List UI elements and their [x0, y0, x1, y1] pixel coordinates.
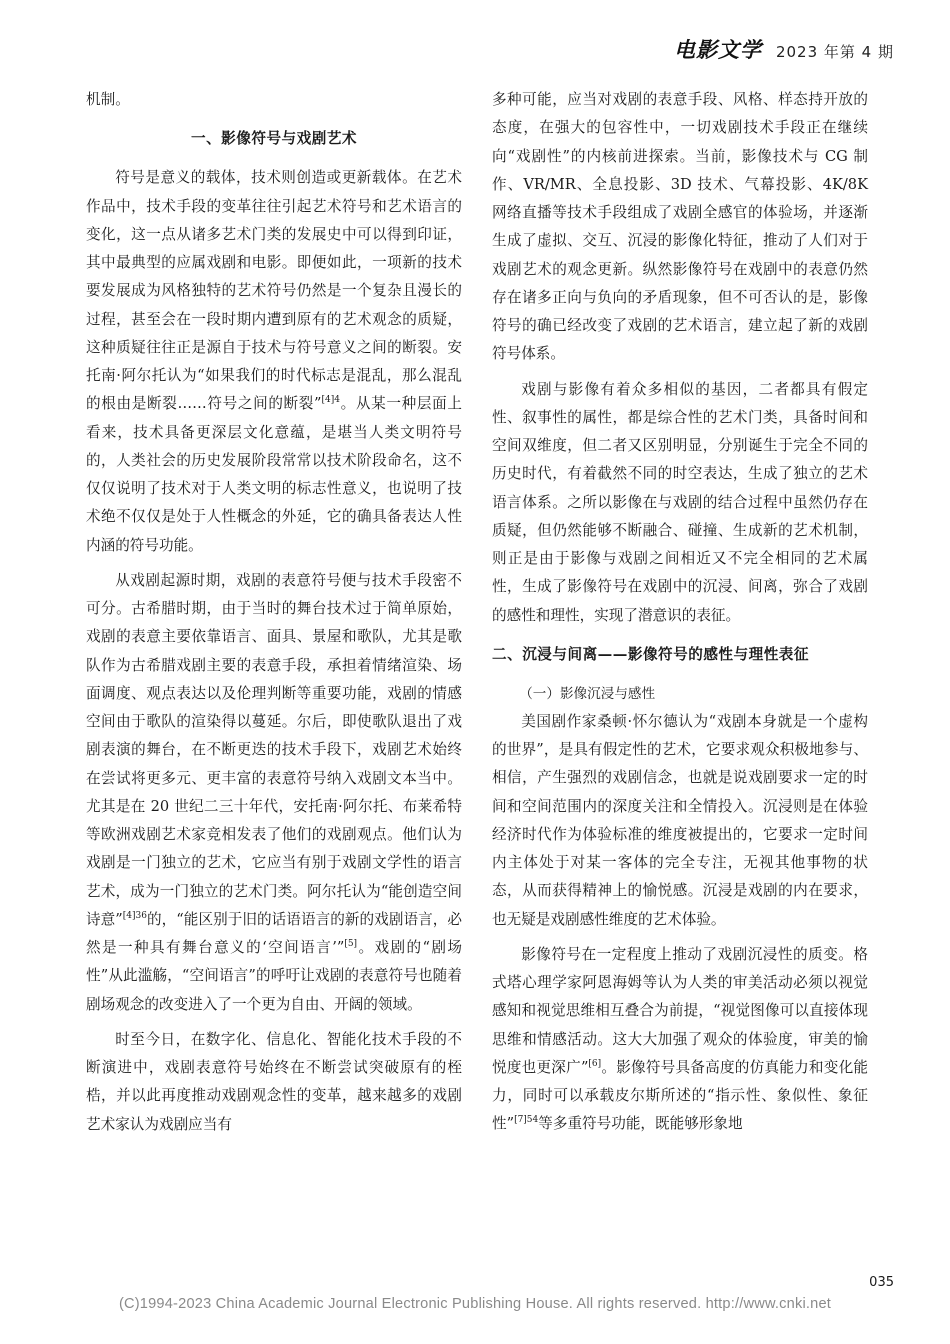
copyright-footer: (C)1994-2023 China Academic Journal Electronic Publishing House. All rights reserved. http://www.cnki.net: [118, 1296, 832, 1312]
citation-ref: [4]36: [122, 910, 147, 921]
paragraph: 美国剧作家桑顿·怀尔德认为“戏剧本身就是一个虚构的世界”，是具有假定性的艺术，它要求观众积极地参与、相信，产生强烈的戏剧信念，也就是说戏剧要求一定的时间和空间范围内的深度关注和全情投入。沉浸则是在体验经济时代作为体验标准的维度被提出的，它要求一定时间内主体处于对某一客体的完全专注，无视其他事物的状态，从而获得精神上的愉悦感。沉浸是戏剧的内在要求，也无疑是戏剧感性维度的艺术体验。: [492, 712, 868, 928]
journal-logo: 电影文学: [673, 37, 762, 62]
section-heading-2: 二、沉浸与间离——影像符号的感性与理性表征: [492, 645, 809, 663]
citation-ref: [4]4: [321, 395, 341, 406]
paragraph: 戏剧与影像有着众多相似的基因，二者都具有假定性、叙事性的属性，都是综合性的艺术门类，具备时间和空间双维度，但二者又区别明显，分别诞生于完全不同的历史时代，有着截然不同的时空表达，生成了独立的艺术语言体系。之所以影像在与戏剧的结合过程中虽然仍存在质疑，但仍然能够不断融合、碰撞、生成新的艺术机制，则正是由于影像与戏剧之间相近又不完全相同的艺术属性，生成了影像符号在戏剧中的沉浸、间离，弥合了戏剧的感性和理性，实现了潜意识的表征。: [492, 380, 868, 624]
paragraph: 影像符号在一定程度上推动了戏剧沉浸性的质变。格式塔心理学家阿恩海姆等认为人类的审美活动必须以视觉感知和视觉思维相互叠合为前提，“视觉图像可以直接体现思维和情感活动。这大大加强了观众的体验度，审美的愉悦度也更深广”[6]。影像符号具备高度的仿真能力和变化能力，同时可以承载皮尔斯所述的“指示性、象似性、象征性”$^{[7]54}$等多重符号功能，既能够形象地: [492, 945, 868, 1133]
citation-ref: [7]54: [514, 1115, 539, 1126]
subsection-heading: （一）影像沉浸与感性: [519, 685, 656, 702]
paragraph: 从戏剧起源时期，戏剧的表意符号便与技术手段密不可分。古希腊时期，由于当时的舞台技术过于简单原始，戏剧的表意主要依靠语言、面具、景屋和歌队，尤其是歌队作为古希腊戏剧主要的表意手段，承担着情绪渲染、场面调度、观点表达以及伦理判断等重要功能，戏剧的情感空间由于歌队的渲染得以蔓延。尔后，即使歌队退出了戏剧表演的舞台，在不断更迭的技术手段下，戏剧艺术始终在尝试将更多元、更丰富的表意符号纳入戏剧文本当中。尤其是在 20 世纪二三十年代，安托南·阿尔托、布莱希特等欧洲戏剧艺术家竞相发表了他们的戏剧观点。他们认为戏剧是一门独立的艺术，它应当有别于戏剧文学性的语言艺术，成为一门独立的艺术门类。阿尔托认为“能创造空间诗意”$^{[4]36}$的，“能区别于旧的话语语言的新的戏剧语言，必然是一种具有舞台意义的‘空间语言’”[5]。戏剧的“剧场性”从此滥觞，“空间语言”的呼吁让戏剧的表意符号也随着剧场观念的改变进入了一个更为自由、开阔的领域。: [86, 571, 462, 1013]
left-column: [86, 86, 462, 1139]
page-number: 035: [869, 1275, 894, 1290]
paragraph-continuation: 多种可能，应当对戏剧的表意手段、风格、样态持开放的态度，在强大的包容性中，一切戏剧技术手段正在继续向“戏剧性”的内核前进探索。当前，影像技术与 CG 制作、VR/MR、全息投影、3D 技术、气幕投影、4K/8K 网络直播等技术手段组成了戏剧全感官的体验场，并逐渐生成了虚拟、交互、沉浸的影像化特征，推动了人们对于戏剧艺术的观念更新。纵然影像符号在戏剧中的表意仍然存在诸多正向与负向的矛盾现象，但不可否认的是，影像符号的确已经改变了戏剧的艺术语言，建立起了新的戏剧符号体系。: [492, 91, 868, 363]
paragraph: 时至今日，在数字化、信息化、智能化技术手段的不断演进中，戏剧表意符号始终在不断尝试突破原有的桎梏，并以此再度推动戏剧观念性的变革，越来越多的戏剧艺术家认为戏剧应当有: [86, 1030, 462, 1133]
citation-ref: [6]: [588, 1058, 602, 1069]
issue-label: 2023 年第 4 期: [775, 43, 894, 61]
paragraph: 符号是意义的载体，技术则创造或更新载体。在艺术作品中，技术手段的变革往往引起艺术符号和艺术语言的变化，这一点从诸多艺术门类的发展史中可以得到印证，其中最典型的应属戏剧和电影。即便如此，一项新的技术要发展成为风格独特的艺术符号仍然是一个复杂且漫长的过程，甚至会在一段时期内遭到原有的艺术观念的质疑，这种质疑往往正是源自于技术与符号意义之间的断裂。安托南·阿尔托认为“如果我们的时代标志是混乱，那么混乱的根由是断裂……符号之间的断裂”$^{[4]4}$。从某一种层面上看来，技术具备更深层文化意蕴，是堪当人类文明符号的，人类社会的历史发展阶段常常以技术阶段命名，这不仅仅说明了技术对于人类文明的标志性意义，也说明了技术绝不仅仅是处于人性概念的外延，它的确具备表达人性内涵的符号功能。: [86, 169, 462, 554]
section-heading-1: 一、影像符号与戏剧艺术: [190, 130, 358, 148]
citation-ref: [5]: [344, 939, 358, 950]
paragraph-continuation: 机制。: [86, 91, 130, 108]
page-header: [674, 34, 894, 64]
right-column: [492, 86, 868, 1139]
